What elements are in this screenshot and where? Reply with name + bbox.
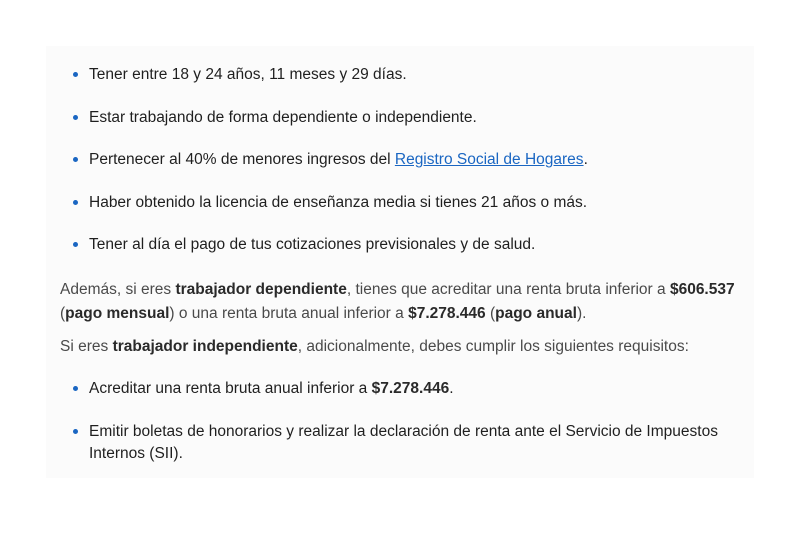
amount-value: $7.278.446 bbox=[371, 380, 450, 397]
independiente-paragraph: Si eres trabajador independiente, adicionalmente, debes cumplir los siguientes requisitos: bbox=[60, 338, 689, 355]
bullet-icon bbox=[73, 200, 78, 205]
list-item-text: . bbox=[449, 380, 454, 397]
list-item-text: . bbox=[583, 151, 588, 168]
list-item bbox=[89, 234, 535, 256]
bullet-icon bbox=[73, 157, 78, 162]
list-item-text: Tener entre 18 y 24 años, 11 meses y 29 días. bbox=[89, 66, 407, 83]
list-item bbox=[89, 192, 587, 214]
list-item-text: Haber obtenido la licencia de enseñanza media si tienes 21 años o más. bbox=[89, 194, 588, 211]
list-item-text: Tener al día el pago de tus cotizaciones previsionales y de salud. bbox=[89, 236, 536, 253]
list-item-text: Internos (SII). bbox=[89, 445, 183, 462]
dependiente-paragraph: Además, si eres trabajador dependiente, tienes que acreditar una renta bruta inferior a $606.537 (pago mensual) o una renta bruta anual inferior a $7.278.446 (pago anual). bbox=[60, 281, 735, 322]
list-item bbox=[89, 64, 407, 86]
list-item bbox=[89, 421, 718, 465]
list-item-text: Acreditar una renta bruta anual inferior a bbox=[89, 380, 372, 397]
bullet-icon bbox=[73, 242, 78, 247]
registro-social-link[interactable]: Registro Social de Hogares bbox=[394, 151, 584, 168]
list-item bbox=[89, 149, 588, 171]
bullet-icon bbox=[73, 429, 78, 434]
bullet-icon bbox=[73, 72, 78, 77]
bullet-icon bbox=[73, 115, 78, 120]
list-item-text: Pertenecer al 40% de menores ingresos del bbox=[89, 151, 395, 168]
list-item bbox=[89, 107, 477, 129]
list-item-text: Estar trabajando de forma dependiente o independiente. bbox=[89, 109, 477, 126]
list-item bbox=[89, 378, 454, 400]
bullet-icon bbox=[73, 386, 78, 391]
list-item-text: Emitir boletas de honorarios y realizar la declaración de renta ante el Servicio de Impuestos bbox=[89, 423, 718, 440]
